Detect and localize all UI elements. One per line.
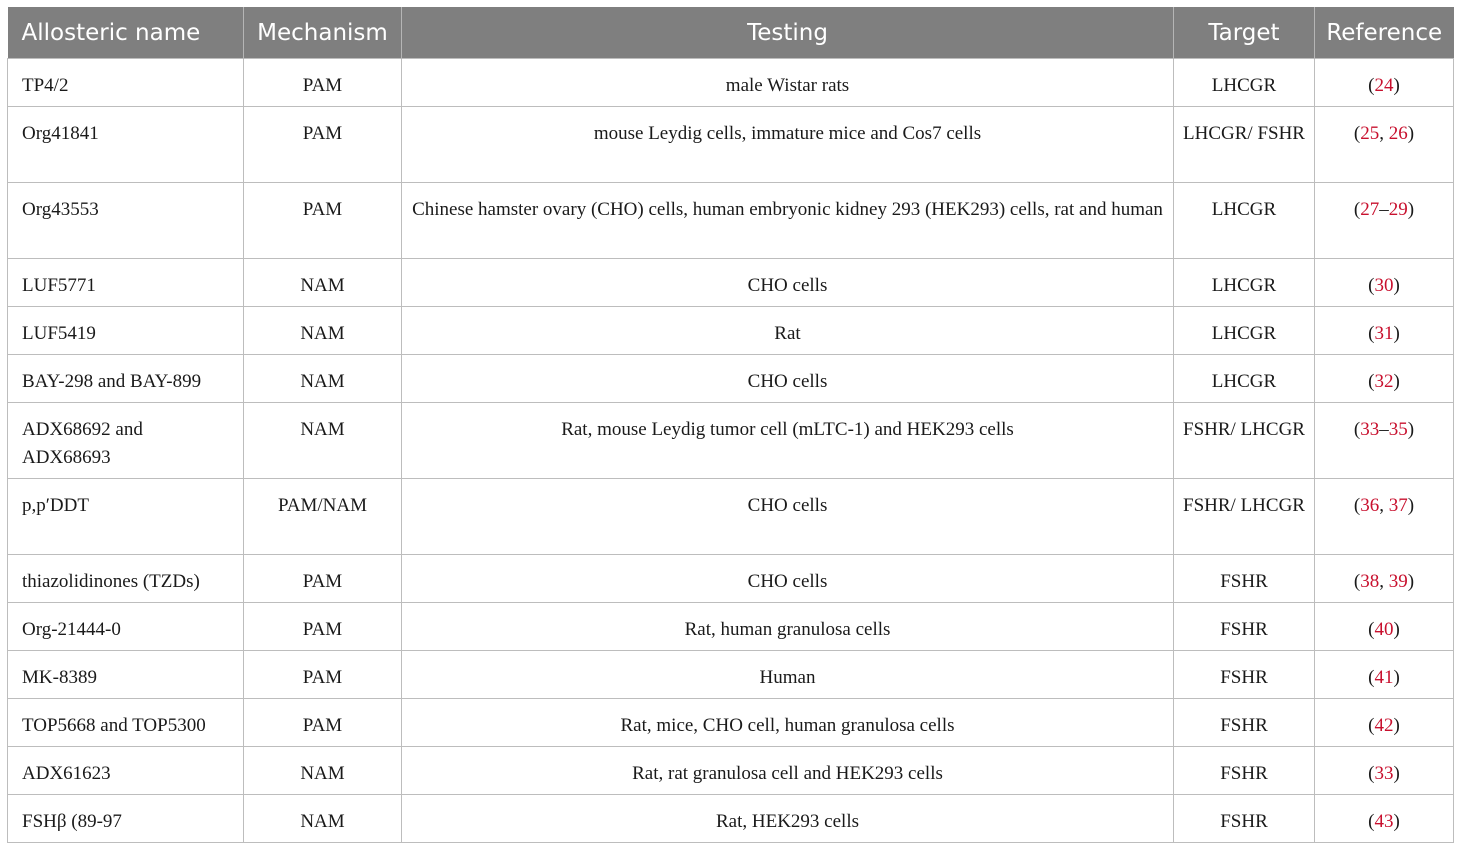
table-row	[8, 479, 1454, 555]
reference-paren-open: (	[1353, 419, 1361, 440]
reference-paren-close: )	[1407, 123, 1415, 144]
cell-testing: mouse Leydig cells, immature mice and Cos7 cells	[402, 107, 1174, 183]
cell-mechanism: PAM	[244, 699, 402, 747]
reference-paren-open: (	[1353, 199, 1361, 220]
table-row	[8, 403, 1454, 479]
reference-link[interactable]: 36	[1360, 495, 1380, 516]
reference-separator: ,	[1379, 571, 1389, 592]
cell-reference	[1315, 259, 1454, 307]
table-row	[8, 555, 1454, 603]
cell-mechanism: NAM	[244, 307, 402, 355]
allosteric-modulators-table-container	[7, 7, 1453, 843]
reference-link[interactable]: 43	[1374, 811, 1394, 832]
reference-paren-open: (	[1368, 763, 1375, 784]
cell-target: FSHR/ LHCGR	[1174, 403, 1315, 479]
reference-paren-open: (	[1368, 323, 1375, 344]
reference-paren-close: )	[1393, 619, 1400, 640]
cell-mechanism: PAM	[244, 183, 402, 259]
cell-target: FSHR	[1174, 699, 1315, 747]
header-allosteric-name: Allosteric name	[8, 7, 244, 59]
table-row	[8, 795, 1454, 843]
cell-reference	[1315, 603, 1454, 651]
reference-link[interactable]: 31	[1374, 323, 1394, 344]
reference-paren-open: (	[1368, 371, 1375, 392]
reference-separator: –	[1379, 419, 1389, 440]
cell-target: FSHR	[1174, 747, 1315, 795]
reference-paren-open: (	[1368, 667, 1375, 688]
cell-mechanism: NAM	[244, 355, 402, 403]
cell-allosteric-name: FSHβ (89-97	[8, 795, 244, 843]
cell-mechanism: PAM/NAM	[244, 479, 402, 555]
reference-link[interactable]: 27	[1360, 199, 1380, 220]
cell-target: LHCGR	[1174, 307, 1315, 355]
reference-paren-open: (	[1368, 715, 1375, 736]
cell-target: LHCGR	[1174, 259, 1315, 307]
cell-reference	[1315, 699, 1454, 747]
cell-allosteric-name: TOP5668 and TOP5300	[8, 699, 244, 747]
allosteric-modulators-table	[7, 7, 1454, 843]
header-mechanism: Mechanism	[244, 7, 402, 59]
cell-testing: Human	[402, 651, 1174, 699]
cell-reference	[1315, 59, 1454, 107]
reference-separator: ,	[1379, 495, 1389, 516]
reference-paren-close: )	[1393, 323, 1400, 344]
reference-link[interactable]: 33	[1360, 419, 1380, 440]
cell-mechanism: NAM	[244, 795, 402, 843]
cell-testing: CHO cells	[402, 479, 1174, 555]
cell-testing: male Wistar rats	[402, 59, 1174, 107]
cell-allosteric-name: LUF5771	[8, 259, 244, 307]
cell-mechanism: PAM	[244, 555, 402, 603]
table-row	[8, 355, 1454, 403]
reference-paren-close: )	[1393, 371, 1400, 392]
cell-testing: Chinese hamster ovary (CHO) cells, human embryonic kidney 293 (HEK293) cells, rat and human	[402, 183, 1174, 259]
table-row	[8, 747, 1454, 795]
reference-paren-close: )	[1393, 715, 1400, 736]
cell-allosteric-name: MK-8389	[8, 651, 244, 699]
cell-testing: Rat	[402, 307, 1174, 355]
cell-allosteric-name: Org41841	[8, 107, 244, 183]
cell-testing: Rat, mouse Leydig tumor cell (mLTC-1) and HEK293 cells	[402, 403, 1174, 479]
cell-target: FSHR	[1174, 651, 1315, 699]
cell-testing: CHO cells	[402, 259, 1174, 307]
table-row	[8, 651, 1454, 699]
table-row	[8, 259, 1454, 307]
reference-link[interactable]: 38	[1360, 571, 1380, 592]
cell-mechanism: PAM	[244, 59, 402, 107]
reference-separator: ,	[1379, 123, 1389, 144]
cell-allosteric-name: ADX61623	[8, 747, 244, 795]
header-target: Target	[1174, 7, 1315, 59]
header-testing: Testing	[402, 7, 1174, 59]
reference-link[interactable]: 40	[1374, 619, 1394, 640]
table-row	[8, 699, 1454, 747]
cell-allosteric-name: BAY-298 and BAY-899	[8, 355, 244, 403]
table-row	[8, 603, 1454, 651]
reference-paren-close: )	[1407, 495, 1415, 516]
cell-allosteric-name: LUF5419	[8, 307, 244, 355]
reference-paren-open: (	[1368, 619, 1375, 640]
reference-paren-open: (	[1353, 495, 1361, 516]
cell-target: LHCGR	[1174, 59, 1315, 107]
cell-testing: Rat, mice, CHO cell, human granulosa cells	[402, 699, 1174, 747]
cell-reference	[1315, 403, 1454, 479]
table-row	[8, 107, 1454, 183]
cell-target: FSHR	[1174, 795, 1315, 843]
cell-reference	[1315, 555, 1454, 603]
reference-paren-close: )	[1393, 811, 1400, 832]
reference-link[interactable]: 24	[1374, 75, 1394, 96]
table-row	[8, 307, 1454, 355]
reference-paren-close: )	[1393, 75, 1400, 96]
reference-paren-open: (	[1353, 123, 1361, 144]
table-row	[8, 183, 1454, 259]
cell-mechanism: NAM	[244, 403, 402, 479]
table-body	[8, 59, 1454, 843]
reference-paren-open: (	[1353, 571, 1361, 592]
reference-paren-close: )	[1393, 275, 1400, 296]
cell-reference	[1315, 355, 1454, 403]
cell-testing: Rat, rat granulosa cell and HEK293 cells	[402, 747, 1174, 795]
reference-link[interactable]: 32	[1374, 371, 1394, 392]
cell-target: FSHR	[1174, 603, 1315, 651]
reference-link[interactable]: 30	[1374, 275, 1394, 296]
cell-reference	[1315, 183, 1454, 259]
reference-link[interactable]: 29	[1388, 199, 1408, 220]
cell-allosteric-name: ADX68692 and ADX68693	[8, 403, 244, 479]
cell-reference	[1315, 747, 1454, 795]
cell-allosteric-name: thiazolidinones (TZDs)	[8, 555, 244, 603]
cell-reference	[1315, 307, 1454, 355]
cell-reference	[1315, 479, 1454, 555]
cell-reference	[1315, 795, 1454, 843]
cell-reference	[1315, 107, 1454, 183]
reference-link[interactable]: 41	[1374, 667, 1394, 688]
reference-separator: –	[1379, 199, 1389, 220]
reference-paren-close: )	[1407, 571, 1415, 592]
reference-paren-open: (	[1368, 811, 1375, 832]
cell-mechanism: PAM	[244, 603, 402, 651]
reference-paren-close: )	[1393, 667, 1400, 688]
cell-allosteric-name: TP4/2	[8, 59, 244, 107]
cell-reference	[1315, 651, 1454, 699]
table-row	[8, 59, 1454, 107]
cell-mechanism: NAM	[244, 259, 402, 307]
cell-mechanism: NAM	[244, 747, 402, 795]
cell-testing: Rat, HEK293 cells	[402, 795, 1174, 843]
table-header-row	[8, 7, 1454, 59]
cell-mechanism: PAM	[244, 651, 402, 699]
cell-target: LHCGR	[1174, 183, 1315, 259]
header-reference: Reference	[1315, 7, 1454, 59]
reference-link[interactable]: 33	[1374, 763, 1394, 784]
reference-link[interactable]: 35	[1388, 419, 1408, 440]
reference-paren-open: (	[1368, 275, 1375, 296]
cell-allosteric-name: Org43553	[8, 183, 244, 259]
cell-testing: Rat, human granulosa cells	[402, 603, 1174, 651]
cell-mechanism: PAM	[244, 107, 402, 183]
cell-target: FSHR/ LHCGR	[1174, 479, 1315, 555]
reference-paren-open: (	[1368, 75, 1375, 96]
cell-allosteric-name: Org-21444-0	[8, 603, 244, 651]
cell-target: LHCGR/ FSHR	[1174, 107, 1315, 183]
reference-paren-close: )	[1407, 419, 1415, 440]
reference-paren-close: )	[1407, 199, 1415, 220]
cell-testing: CHO cells	[402, 555, 1174, 603]
reference-link[interactable]: 39	[1388, 571, 1408, 592]
reference-link[interactable]: 42	[1374, 715, 1394, 736]
cell-testing: CHO cells	[402, 355, 1174, 403]
reference-paren-close: )	[1393, 763, 1400, 784]
reference-link[interactable]: 37	[1388, 495, 1408, 516]
cell-target: LHCGR	[1174, 355, 1315, 403]
reference-link[interactable]: 25	[1360, 123, 1380, 144]
reference-link[interactable]: 26	[1388, 123, 1408, 144]
cell-target: FSHR	[1174, 555, 1315, 603]
cell-allosteric-name: p,p′DDT	[8, 479, 244, 555]
